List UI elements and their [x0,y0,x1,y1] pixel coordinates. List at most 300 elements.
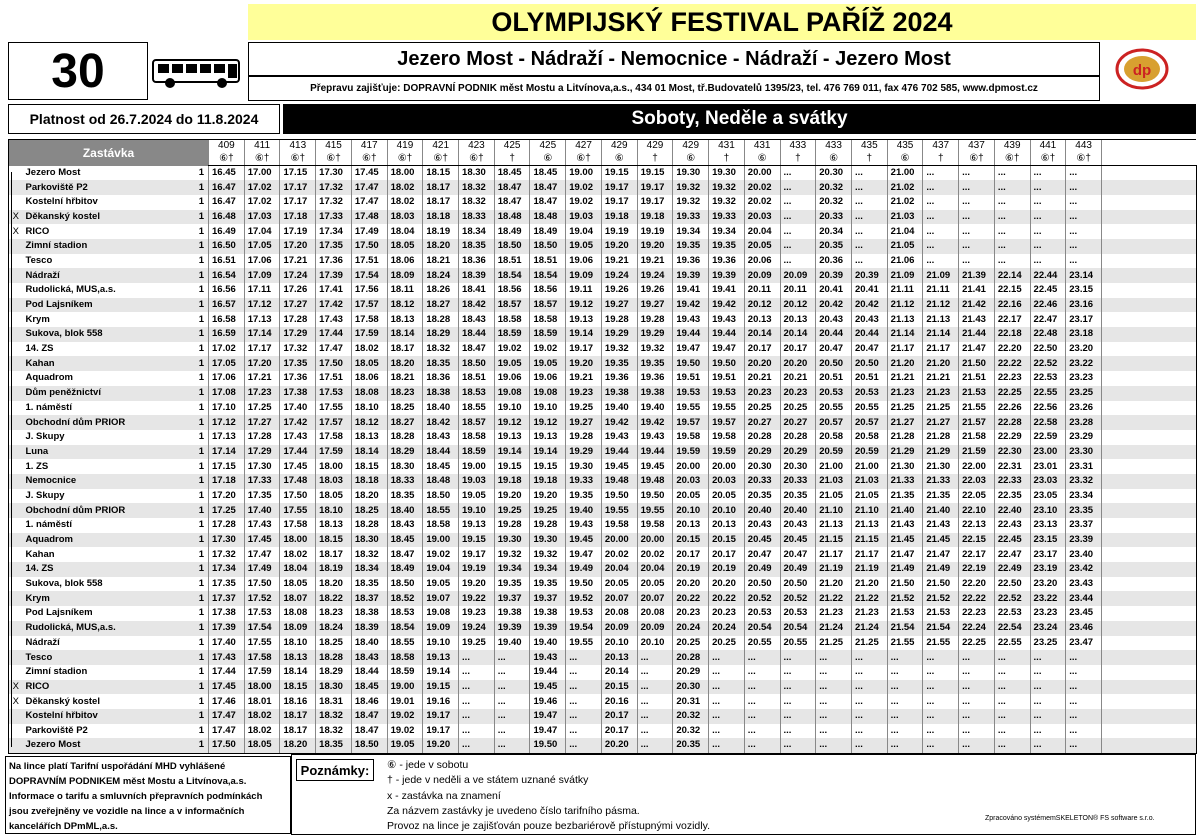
trip-number: 417 [351,140,387,153]
departure-time: 19.20 [423,738,459,753]
departure-time: ... [923,180,959,195]
departure-time: 17.48 [280,474,316,489]
departure-time: ... [566,650,602,665]
departure-time: 18.02 [387,195,423,210]
departure-time: 19.20 [566,356,602,371]
departure-time: 18.42 [423,415,459,430]
departure-time: 20.00 [744,166,780,181]
row-spacer [1101,210,1196,225]
stop-name: 1. náměstí [25,401,72,413]
stop-name: Nádraží [25,636,60,648]
departure-time: 19.49 [566,562,602,577]
departure-time: 20.02 [744,180,780,195]
tariff-zone: 1 [191,356,209,371]
departure-time: 21.04 [887,224,923,239]
departure-time: 18.41 [459,283,495,298]
departure-time: 17.10 [209,401,245,416]
row-spacer [1101,401,1196,416]
departure-time: 19.37 [530,591,566,606]
departure-time: ... [959,650,995,665]
departure-time: 18.47 [530,180,566,195]
departure-time: 19.53 [673,386,709,401]
departure-time: 21.25 [923,401,959,416]
departure-time: 21.54 [887,621,923,636]
departure-time: 21.58 [959,430,995,445]
departure-time: ... [459,680,495,695]
departure-time: ... [851,166,887,181]
departure-time: 19.30 [566,459,602,474]
departure-time: 19.27 [601,298,637,313]
departure-time: 20.08 [601,606,637,621]
departure-time: 19.10 [494,401,530,416]
departure-time: 20.20 [673,577,709,592]
departure-time: 17.49 [244,562,280,577]
trip-flag: † [494,153,530,166]
departure-time: 20.42 [816,298,852,313]
departure-time: 20.33 [780,474,816,489]
row-spacer [1101,224,1196,239]
departure-time: 18.30 [459,166,495,181]
departure-time: 17.51 [351,254,387,269]
stop-name: Zimní stadion [23,239,191,254]
departure-time: 19.02 [494,342,530,357]
stop-name: 1. ZS [25,460,49,472]
departure-time: 18.51 [530,254,566,269]
departure-time: 23.00 [1030,445,1066,460]
departure-time: ... [1030,709,1066,724]
departure-time: 21.35 [923,489,959,504]
trip-flag: ⑥† [994,153,1030,166]
departure-time: 17.54 [244,621,280,636]
departure-time: 20.50 [780,577,816,592]
departure-time: 17.45 [244,533,280,548]
departure-time: 22.25 [994,386,1030,401]
departure-time: 23.24 [1030,621,1066,636]
departure-time: 19.57 [709,415,745,430]
tariff-zone: 1 [191,298,209,313]
trip-flag: ⑥† [387,153,423,166]
departure-time: 22.33 [994,474,1030,489]
stop-name: Děkanský kostel [23,210,191,225]
departure-time: 18.30 [387,459,423,474]
departure-time: ... [566,665,602,680]
departure-time: ... [994,650,1030,665]
trip-flag: ⑥† [959,153,995,166]
trip-flag: ⑥ [816,153,852,166]
departure-time: 20.27 [744,415,780,430]
departure-time: 21.11 [887,283,923,298]
departure-time: ... [1030,180,1066,195]
departure-time: 18.37 [351,591,387,606]
departure-time: 18.47 [530,195,566,210]
table-row [9,709,1197,724]
departure-time: 20.12 [744,298,780,313]
departure-time: 18.17 [423,180,459,195]
departure-time: 18.02 [351,342,387,357]
departure-time: 17.58 [244,650,280,665]
departure-time: 21.21 [923,371,959,386]
departure-time: 17.29 [244,445,280,460]
departure-time: 16.49 [209,224,245,239]
departure-time: 18.19 [316,562,352,577]
row-spacer [1101,562,1196,577]
stop-name: Tesco [23,650,191,665]
departure-time: 17.00 [244,166,280,181]
tariff-zone: 1 [198,519,205,531]
departure-time: 18.23 [316,606,352,621]
departure-time: 23.32 [1066,474,1102,489]
departure-time: 23.17 [1066,312,1102,327]
departure-time: ... [459,694,495,709]
departure-time: ... [709,709,745,724]
departure-time: ... [780,694,816,709]
departure-time: 19.46 [530,694,566,709]
stop-name: Kostelní hřbitov [25,196,98,208]
departure-time: 23.39 [1066,533,1102,548]
departure-time: 19.20 [601,239,637,254]
departure-time: 22.50 [1030,342,1066,357]
departure-time: ... [566,680,602,695]
table-row [9,621,1197,636]
departure-time: 16.47 [209,180,245,195]
departure-time: 19.55 [637,503,673,518]
departure-time: ... [851,239,887,254]
departure-time: ... [959,694,995,709]
departure-time: 18.16 [280,694,316,709]
departure-time: 19.23 [459,606,495,621]
departure-time: 19.02 [530,342,566,357]
departure-time: ... [1030,210,1066,225]
departure-time: 19.02 [566,180,602,195]
departure-time: 17.29 [280,327,316,342]
stop-name: Tesco [25,254,53,266]
trip-number: 419 [387,140,423,153]
departure-time: 19.50 [673,356,709,371]
departure-time: ... [994,180,1030,195]
departure-time: 18.51 [494,254,530,269]
departure-time: 18.48 [530,210,566,225]
departure-time: 21.06 [887,254,923,269]
departure-time: 23.25 [1030,636,1066,651]
departure-time: 19.02 [423,547,459,562]
departure-time: 19.17 [637,180,673,195]
departure-time: 20.23 [673,606,709,621]
departure-time: 17.34 [316,224,352,239]
departure-time: 21.40 [887,503,923,518]
departure-time: 18.25 [387,401,423,416]
departure-time: 17.49 [351,224,387,239]
departure-time: 19.36 [601,371,637,386]
departure-time: ... [637,680,673,695]
departure-time: 19.59 [709,445,745,460]
departure-time: 19.44 [673,327,709,342]
departure-time: 17.43 [244,518,280,533]
departure-time: 18.43 [459,312,495,327]
departure-time: 17.32 [316,180,352,195]
departure-time: ... [923,680,959,695]
departure-time: ... [566,709,602,724]
departure-time: 20.30 [816,166,852,181]
departure-time: 20.57 [816,415,852,430]
departure-time: 17.30 [244,459,280,474]
departure-time: ... [637,724,673,739]
departure-time: ... [923,224,959,239]
trip-number: 437 [959,140,995,153]
departure-time: 20.30 [780,459,816,474]
departure-time: 18.10 [316,503,352,518]
departure-time: 17.57 [316,415,352,430]
departure-time: 17.36 [280,371,316,386]
departure-time: 22.46 [1030,298,1066,313]
departure-time: 19.19 [637,224,673,239]
departure-time: 20.13 [673,518,709,533]
departure-time: ... [816,650,852,665]
departure-time: 17.55 [280,503,316,518]
departure-time: ... [959,166,995,181]
departure-time: 21.19 [816,562,852,577]
tariff-zone: 1 [191,709,209,724]
departure-time: 19.23 [566,386,602,401]
departure-time: 17.02 [209,342,245,357]
departure-time: 18.32 [316,724,352,739]
departure-time: 18.17 [280,709,316,724]
departure-time: 18.31 [316,694,352,709]
tariff-zone: 1 [191,239,209,254]
departure-time: 19.35 [601,356,637,371]
departure-time: 22.03 [959,474,995,489]
departure-time: 23.17 [1030,547,1066,562]
departure-time: 19.00 [387,680,423,695]
departure-time: ... [1030,680,1066,695]
stop-name: Parkoviště P2 [25,724,88,736]
departure-time: 18.17 [316,547,352,562]
row-spacer [1101,415,1196,430]
info-line: kancelářích DPmML,a.s. [9,821,118,832]
departure-time: 20.23 [780,386,816,401]
departure-time: 17.13 [209,430,245,445]
departure-time: 18.44 [423,445,459,460]
departure-time: 19.05 [494,356,530,371]
departure-time: 19.12 [494,415,530,430]
departure-time: 17.47 [244,547,280,562]
trip-flag: ⑥ [601,153,637,166]
departure-time: 22.55 [994,636,1030,651]
departure-time: ... [566,738,602,753]
departure-time: 19.06 [530,371,566,386]
departure-time: 23.18 [1066,327,1102,342]
departure-time: 19.48 [601,474,637,489]
trip-flag: ⑥† [316,153,352,166]
departure-time: ... [780,650,816,665]
departure-time: 18.59 [494,327,530,342]
departure-time: 21.45 [887,533,923,548]
departure-time: 19.50 [530,738,566,753]
departure-time: 21.39 [959,268,995,283]
departure-time: ... [994,738,1030,753]
stop-name: Jezero Most [25,166,81,178]
row-spacer [1101,621,1196,636]
departure-time: 22.16 [994,298,1030,313]
table-row [9,562,1197,577]
departure-time: 18.14 [351,445,387,460]
departure-time: 18.13 [316,518,352,533]
trip-number: 435 [887,140,923,153]
trip-number: 443 [1066,140,1102,153]
departure-time: 22.53 [1030,371,1066,386]
table-row [9,577,1197,592]
departure-time: 19.09 [566,268,602,283]
departure-time: 17.47 [209,709,245,724]
departure-time: 19.17 [601,180,637,195]
departure-time: 19.53 [566,606,602,621]
departure-time: 19.35 [709,239,745,254]
departure-time: 20.50 [744,577,780,592]
departure-time: 19.02 [566,195,602,210]
departure-time: 19.21 [566,371,602,386]
tariff-zone: 1 [198,196,205,208]
row-spacer [1101,268,1196,283]
trip-number: 433 [816,140,852,153]
trip-number: 427 [566,140,602,153]
departure-time: ... [959,254,995,269]
departure-time: 19.20 [530,489,566,504]
departure-time: ... [709,724,745,739]
departure-time: 17.28 [209,518,245,533]
departure-time: 19.25 [530,503,566,518]
departure-time: 20.09 [744,268,780,283]
departure-time: 18.33 [387,474,423,489]
departure-time: 21.40 [923,503,959,518]
table-row [9,415,1197,430]
stop-name: RICO [23,680,191,695]
departure-time: ... [1066,650,1102,665]
departure-time: 20.05 [601,577,637,592]
departure-time: 18.05 [316,489,352,504]
departure-time: 19.25 [494,503,530,518]
departure-time: 20.35 [744,489,780,504]
departure-time: 21.11 [923,283,959,298]
stop-name: Parkoviště P2 [23,180,191,195]
departure-time: 20.25 [709,636,745,651]
departure-time: 19.14 [566,327,602,342]
departure-time: 20.42 [851,298,887,313]
departure-time: ... [887,709,923,724]
departure-time: 18.49 [387,562,423,577]
tariff-zone: 1 [198,460,205,472]
info-line: DOPRAVNÍM PODNIKEM měst Mostu a Litvínova,a.s. [9,776,247,787]
departure-time: 18.43 [423,430,459,445]
departure-time: 22.15 [959,533,995,548]
departure-time: 19.17 [601,195,637,210]
departure-time: 19.40 [601,401,637,416]
departure-time: ... [816,709,852,724]
departure-time: 19.43 [673,312,709,327]
departure-time: 21.17 [816,547,852,562]
departure-time: ... [744,665,780,680]
departure-time: 18.35 [459,239,495,254]
departure-time: ... [744,680,780,695]
departure-time: ... [959,224,995,239]
trip-flag: † [780,153,816,166]
departure-time: 18.47 [351,724,387,739]
departure-time: 21.00 [851,459,887,474]
departure-time: 19.45 [530,680,566,695]
departure-time: 18.29 [316,665,352,680]
trip-number: 413 [280,140,316,153]
departure-time: 18.38 [351,606,387,621]
table-row [9,489,1197,504]
departure-time: ... [851,195,887,210]
departure-time: 19.43 [601,430,637,445]
departure-time: 19.51 [673,371,709,386]
departure-time: 18.50 [530,239,566,254]
departure-time: 19.15 [423,680,459,695]
departure-time: 18.17 [387,342,423,357]
departure-time: 20.35 [780,489,816,504]
departure-time: 19.30 [673,166,709,181]
departure-time: 20.59 [851,445,887,460]
table-row [9,680,1197,695]
departure-time: 19.57 [673,415,709,430]
bus-icon [152,58,242,90]
departure-time: 22.18 [994,327,1030,342]
departure-time: 18.20 [280,738,316,753]
departure-time: 18.20 [316,577,352,592]
departure-time: 20.05 [709,489,745,504]
departure-time: 22.45 [994,533,1030,548]
operator-info: Přepravu zajišťuje: DOPRAVNÍ PODNIK měst Mostu a Litvínova,a.s., 434 01 Most, tř.Budovatelů 1395/23, tel. 476 769 011, fax 476 702 585, www.dpmost.cz [248,76,1100,101]
departure-time: 17.41 [316,283,352,298]
departure-time: 19.03 [566,210,602,225]
departure-time: 18.17 [280,724,316,739]
tariff-zone: 1 [198,489,205,501]
departure-time: 19.39 [709,268,745,283]
departure-time: 19.08 [423,606,459,621]
departure-time: 19.41 [709,283,745,298]
row-spacer [1101,166,1196,181]
row-spacer [1101,665,1196,680]
departure-time: 18.24 [316,621,352,636]
departure-time: 19.13 [459,518,495,533]
departure-time: ... [494,738,530,753]
departure-time: 20.09 [637,621,673,636]
departure-time: 17.33 [316,210,352,225]
departure-time: 17.56 [351,283,387,298]
departure-time: 18.32 [316,709,352,724]
departure-time: 19.10 [459,503,495,518]
departure-time: ... [637,709,673,724]
departure-time: 17.05 [209,356,245,371]
trip-number: 425 [494,140,530,153]
trip-flag: † [637,153,673,166]
stop-name: 14. ZS [23,562,191,577]
tariff-zone: 1 [198,401,205,413]
departure-time: 20.21 [744,371,780,386]
departure-time: 19.35 [566,489,602,504]
departure-time: 18.47 [459,342,495,357]
departure-time: ... [923,195,959,210]
departure-time: 20.20 [709,577,745,592]
departure-time: 19.10 [530,401,566,416]
departure-time: 18.29 [387,445,423,460]
departure-time: 17.38 [280,386,316,401]
departure-time: ... [1066,724,1102,739]
departure-time: 17.59 [351,327,387,342]
tariff-zone: 1 [198,254,205,266]
note-item: † - jede v neděli a ve státem uznané svátky [387,774,589,787]
departure-time: 19.28 [494,518,530,533]
departure-time: 19.44 [530,665,566,680]
